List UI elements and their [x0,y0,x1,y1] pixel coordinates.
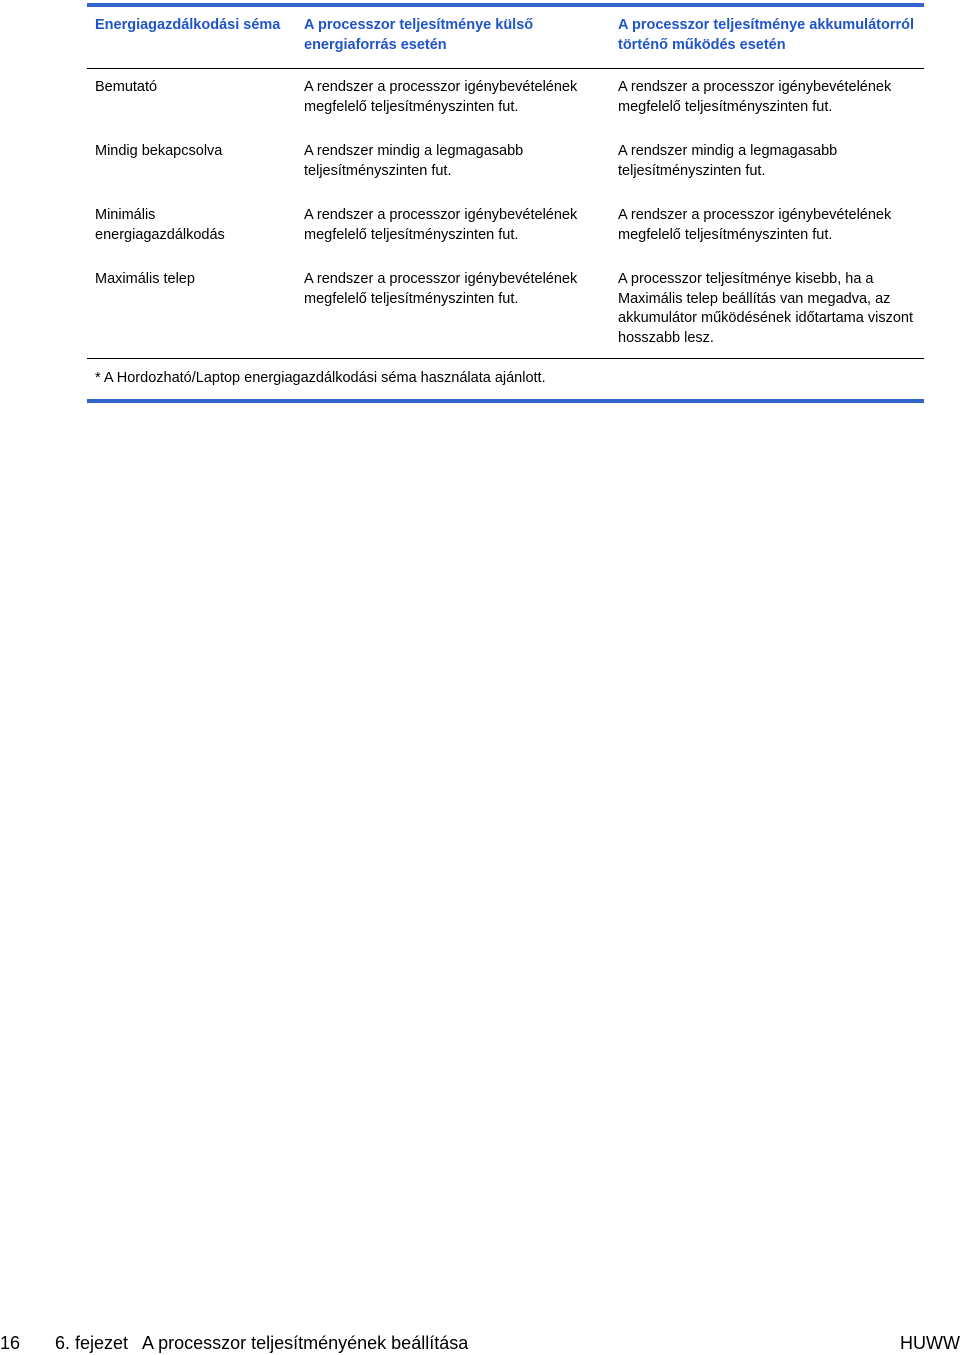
table-row [87,261,924,359]
page-footer [0,1331,960,1355]
power-scheme-table-section [87,0,924,403]
cell-scheme: Mindig bekapcsolva [95,143,223,159]
table-row [87,133,924,197]
table-header-row [87,7,924,69]
cell-battery: A rendszer a processzor igénybevételének megfelelő teljesítményszinten fut. [618,207,892,243]
brand-code: HUWW [900,1333,960,1353]
cell-scheme: Minimális energiagazdálkodás [95,207,225,243]
table-footnote: * A Hordozható/Laptop energiagazdálkodási séma használata ajánlott. [95,370,546,386]
cell-battery: A rendszer mindig a legmagasabb teljesítményszinten fut. [618,143,838,179]
cell-ac: A rendszer a processzor igénybevételének megfelelő teljesítményszinten fut. [304,207,578,243]
cell-ac: A rendszer mindig a legmagasabb teljesítményszinten fut. [304,143,524,179]
header-scheme: Energiagazdálkodási séma [87,7,296,69]
cell-scheme: Bemutató [95,79,158,95]
table-bottom-rule [87,399,924,403]
table-row [87,197,924,261]
chapter-title: 6. fejezet A processzor teljesítményének beállítása [55,1333,469,1353]
cell-scheme: Maximális telep [87,261,296,359]
header-ac-power: A processzor teljesítménye külső energiaforrás esetén [296,7,610,69]
page-number: 16 [0,1333,21,1353]
cell-ac: A rendszer a processzor igénybevételének megfelelő teljesítményszinten fut. [296,261,610,359]
cell-ac: A rendszer a processzor igénybevételének megfelelő teljesítményszinten fut. [304,79,578,115]
power-scheme-table [87,7,924,359]
cell-battery: A processzor teljesítménye kisebb, ha a Maximális telep beállítás van megadva, az akkumulátor működésének időtartama viszont hosszabb lesz. [610,261,924,359]
cell-battery: A rendszer a processzor igénybevételének megfelelő teljesítményszinten fut. [618,79,892,115]
table-row [87,69,924,134]
header-battery-power: A processzor teljesítménye akkumulátorról történő működés esetén [610,7,924,69]
